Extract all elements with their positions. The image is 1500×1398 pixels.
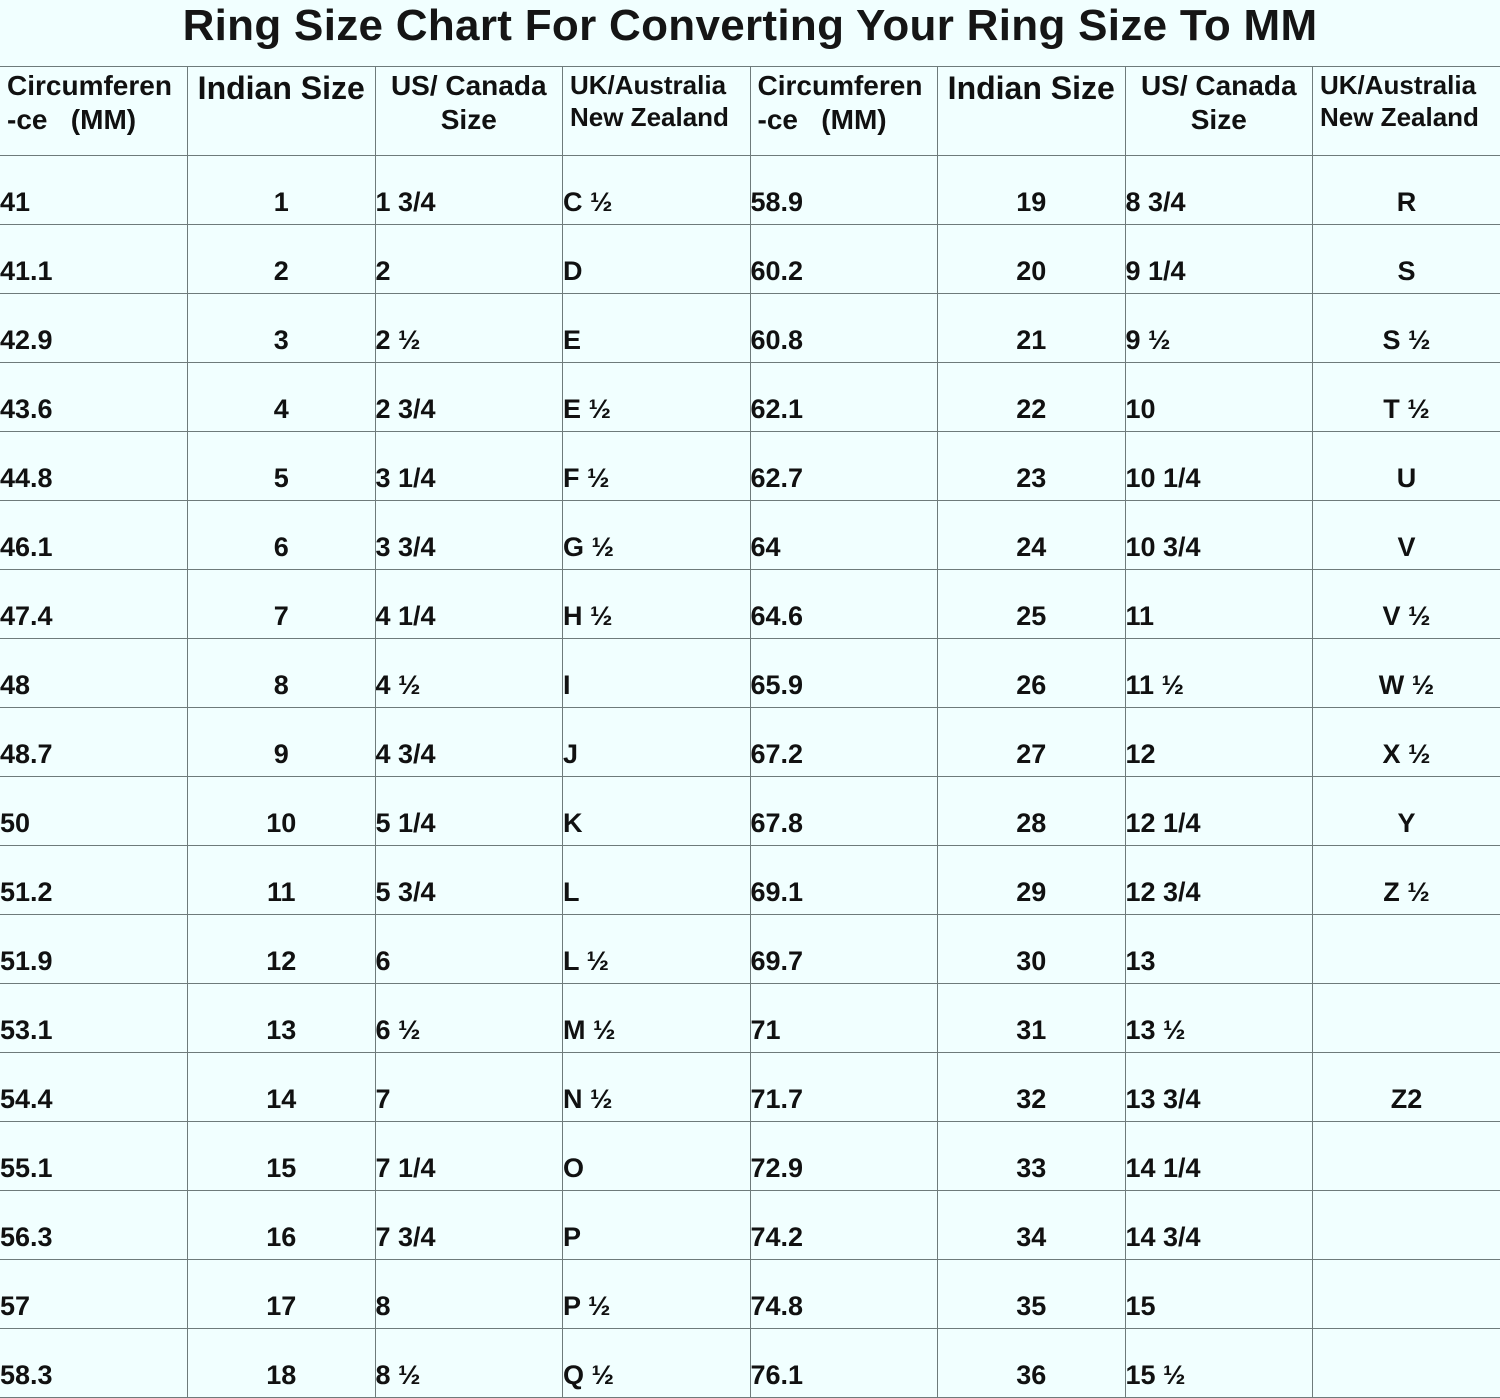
header-uk-australia-nz-2: UK/Australia New Zealand xyxy=(1313,67,1500,156)
cell-indian-size-2: 23 xyxy=(938,432,1126,501)
cell-us-canada-size: 7 1/4 xyxy=(375,1122,563,1191)
cell-uk-australia-nz: N ½ xyxy=(563,1053,751,1122)
cell-us-canada-size-2: 9 1/4 xyxy=(1125,225,1313,294)
cell-us-canada-size: 2 xyxy=(375,225,563,294)
cell-us-canada-size-2: 8 3/4 xyxy=(1125,156,1313,225)
cell-circumference-mm: 51.9 xyxy=(0,915,188,984)
cell-uk-australia-nz: O xyxy=(563,1122,751,1191)
table-row xyxy=(0,639,1500,708)
cell-us-canada-size: 7 3/4 xyxy=(375,1191,563,1260)
cell-circumference-mm: 55.1 xyxy=(0,1122,188,1191)
cell-circumference-mm: 46.1 xyxy=(0,501,188,570)
header-circumference-2: Circumferen -ce (MM) xyxy=(750,67,938,156)
cell-indian-size-2: 20 xyxy=(938,225,1126,294)
cell-uk-australia-nz: G ½ xyxy=(563,501,751,570)
cell-us-canada-size: 6 ½ xyxy=(375,984,563,1053)
cell-uk-australia-nz-2 xyxy=(1313,915,1500,984)
cell-uk-australia-nz: E ½ xyxy=(563,363,751,432)
cell-circumference-mm-2: 67.2 xyxy=(750,708,938,777)
cell-uk-australia-nz: L ½ xyxy=(563,915,751,984)
cell-uk-australia-nz: P xyxy=(563,1191,751,1260)
header-indian-size: Indian Size xyxy=(188,67,376,156)
cell-indian-size-2: 33 xyxy=(938,1122,1126,1191)
cell-us-canada-size: 2 3/4 xyxy=(375,363,563,432)
cell-circumference-mm-2: 74.8 xyxy=(750,1260,938,1329)
cell-us-canada-size: 7 xyxy=(375,1053,563,1122)
cell-indian-size: 18 xyxy=(188,1329,376,1398)
cell-indian-size: 6 xyxy=(188,501,376,570)
cell-uk-australia-nz-2: W ½ xyxy=(1313,639,1500,708)
cell-uk-australia-nz-2 xyxy=(1313,1329,1500,1398)
cell-us-canada-size: 1 3/4 xyxy=(375,156,563,225)
cell-indian-size-2: 34 xyxy=(938,1191,1126,1260)
cell-us-canada-size: 5 1/4 xyxy=(375,777,563,846)
cell-circumference-mm-2: 62.7 xyxy=(750,432,938,501)
table-row xyxy=(0,1053,1500,1122)
table-body xyxy=(0,156,1500,1398)
table-row xyxy=(0,984,1500,1053)
page-title: Ring Size Chart For Converting Your Ring Size To MM xyxy=(0,0,1500,66)
cell-indian-size: 1 xyxy=(188,156,376,225)
cell-us-canada-size: 6 xyxy=(375,915,563,984)
cell-us-canada-size-2: 12 3/4 xyxy=(1125,846,1313,915)
cell-uk-australia-nz: K xyxy=(563,777,751,846)
cell-uk-australia-nz-2: Z2 xyxy=(1313,1053,1500,1122)
table-row xyxy=(0,708,1500,777)
cell-circumference-mm: 48 xyxy=(0,639,188,708)
cell-circumference-mm: 57 xyxy=(0,1260,188,1329)
cell-indian-size: 15 xyxy=(188,1122,376,1191)
cell-circumference-mm-2: 72.9 xyxy=(750,1122,938,1191)
cell-uk-australia-nz: P ½ xyxy=(563,1260,751,1329)
cell-uk-australia-nz-2: Z ½ xyxy=(1313,846,1500,915)
cell-circumference-mm-2: 69.7 xyxy=(750,915,938,984)
cell-circumference-mm: 53.1 xyxy=(0,984,188,1053)
cell-circumference-mm: 58.3 xyxy=(0,1329,188,1398)
cell-indian-size-2: 31 xyxy=(938,984,1126,1053)
cell-uk-australia-nz: C ½ xyxy=(563,156,751,225)
cell-uk-australia-nz-2 xyxy=(1313,984,1500,1053)
table-row xyxy=(0,1260,1500,1329)
cell-circumference-mm: 42.9 xyxy=(0,294,188,363)
cell-indian-size: 11 xyxy=(188,846,376,915)
cell-us-canada-size: 3 3/4 xyxy=(375,501,563,570)
cell-indian-size: 2 xyxy=(188,225,376,294)
table-row xyxy=(0,1191,1500,1260)
cell-indian-size-2: 19 xyxy=(938,156,1126,225)
cell-circumference-mm: 41 xyxy=(0,156,188,225)
cell-circumference-mm-2: 58.9 xyxy=(750,156,938,225)
cell-indian-size-2: 30 xyxy=(938,915,1126,984)
cell-circumference-mm-2: 71 xyxy=(750,984,938,1053)
cell-indian-size: 9 xyxy=(188,708,376,777)
cell-us-canada-size-2: 13 3/4 xyxy=(1125,1053,1313,1122)
cell-us-canada-size-2: 13 xyxy=(1125,915,1313,984)
cell-circumference-mm: 47.4 xyxy=(0,570,188,639)
cell-us-canada-size-2: 15 ½ xyxy=(1125,1329,1313,1398)
cell-circumference-mm: 48.7 xyxy=(0,708,188,777)
cell-indian-size-2: 25 xyxy=(938,570,1126,639)
cell-circumference-mm: 44.8 xyxy=(0,432,188,501)
cell-us-canada-size-2: 10 1/4 xyxy=(1125,432,1313,501)
cell-circumference-mm-2: 65.9 xyxy=(750,639,938,708)
cell-circumference-mm-2: 64 xyxy=(750,501,938,570)
cell-uk-australia-nz: E xyxy=(563,294,751,363)
header-indian-size-2: Indian Size xyxy=(938,67,1126,156)
cell-circumference-mm: 51.2 xyxy=(0,846,188,915)
cell-indian-size: 13 xyxy=(188,984,376,1053)
cell-indian-size-2: 26 xyxy=(938,639,1126,708)
cell-indian-size-2: 24 xyxy=(938,501,1126,570)
cell-us-canada-size: 4 ½ xyxy=(375,639,563,708)
cell-uk-australia-nz: I xyxy=(563,639,751,708)
table-row xyxy=(0,1122,1500,1191)
header-us-canada-size: US/ Canada Size xyxy=(375,67,563,156)
cell-us-canada-size-2: 14 1/4 xyxy=(1125,1122,1313,1191)
table-row xyxy=(0,777,1500,846)
cell-circumference-mm-2: 76.1 xyxy=(750,1329,938,1398)
table-row xyxy=(0,501,1500,570)
cell-indian-size-2: 32 xyxy=(938,1053,1126,1122)
cell-indian-size: 7 xyxy=(188,570,376,639)
cell-circumference-mm-2: 60.2 xyxy=(750,225,938,294)
table-row xyxy=(0,225,1500,294)
cell-indian-size: 16 xyxy=(188,1191,376,1260)
table-row xyxy=(0,294,1500,363)
cell-uk-australia-nz-2: T ½ xyxy=(1313,363,1500,432)
cell-indian-size: 3 xyxy=(188,294,376,363)
cell-indian-size: 8 xyxy=(188,639,376,708)
cell-us-canada-size-2: 11 xyxy=(1125,570,1313,639)
cell-us-canada-size-2: 10 xyxy=(1125,363,1313,432)
ring-size-table xyxy=(0,66,1500,1398)
cell-indian-size: 10 xyxy=(188,777,376,846)
table-row xyxy=(0,363,1500,432)
cell-indian-size-2: 36 xyxy=(938,1329,1126,1398)
cell-uk-australia-nz-2 xyxy=(1313,1260,1500,1329)
table-row xyxy=(0,156,1500,225)
cell-uk-australia-nz: D xyxy=(563,225,751,294)
cell-uk-australia-nz-2: V ½ xyxy=(1313,570,1500,639)
table-row xyxy=(0,846,1500,915)
cell-uk-australia-nz-2 xyxy=(1313,1191,1500,1260)
cell-uk-australia-nz: F ½ xyxy=(563,432,751,501)
cell-circumference-mm: 54.4 xyxy=(0,1053,188,1122)
cell-uk-australia-nz-2: V xyxy=(1313,501,1500,570)
table-row xyxy=(0,432,1500,501)
cell-uk-australia-nz-2: X ½ xyxy=(1313,708,1500,777)
cell-uk-australia-nz: M ½ xyxy=(563,984,751,1053)
cell-circumference-mm-2: 74.2 xyxy=(750,1191,938,1260)
cell-indian-size: 17 xyxy=(188,1260,376,1329)
cell-us-canada-size: 4 1/4 xyxy=(375,570,563,639)
cell-uk-australia-nz: H ½ xyxy=(563,570,751,639)
cell-circumference-mm: 43.6 xyxy=(0,363,188,432)
cell-us-canada-size: 5 3/4 xyxy=(375,846,563,915)
cell-indian-size: 12 xyxy=(188,915,376,984)
cell-uk-australia-nz-2: R xyxy=(1313,156,1500,225)
cell-circumference-mm: 50 xyxy=(0,777,188,846)
cell-us-canada-size: 3 1/4 xyxy=(375,432,563,501)
cell-indian-size-2: 27 xyxy=(938,708,1126,777)
cell-us-canada-size-2: 9 ½ xyxy=(1125,294,1313,363)
cell-circumference-mm: 56.3 xyxy=(0,1191,188,1260)
cell-us-canada-size: 2 ½ xyxy=(375,294,563,363)
cell-indian-size-2: 22 xyxy=(938,363,1126,432)
cell-uk-australia-nz: Q ½ xyxy=(563,1329,751,1398)
cell-indian-size-2: 28 xyxy=(938,777,1126,846)
cell-us-canada-size-2: 15 xyxy=(1125,1260,1313,1329)
cell-indian-size: 5 xyxy=(188,432,376,501)
cell-us-canada-size-2: 12 xyxy=(1125,708,1313,777)
cell-uk-australia-nz-2: U xyxy=(1313,432,1500,501)
cell-us-canada-size-2: 12 1/4 xyxy=(1125,777,1313,846)
cell-circumference-mm: 41.1 xyxy=(0,225,188,294)
cell-circumference-mm-2: 64.6 xyxy=(750,570,938,639)
cell-uk-australia-nz: L xyxy=(563,846,751,915)
header-row xyxy=(0,67,1500,156)
cell-indian-size-2: 29 xyxy=(938,846,1126,915)
cell-us-canada-size-2: 13 ½ xyxy=(1125,984,1313,1053)
cell-us-canada-size-2: 11 ½ xyxy=(1125,639,1313,708)
cell-indian-size: 14 xyxy=(188,1053,376,1122)
cell-us-canada-size: 8 ½ xyxy=(375,1329,563,1398)
header-us-canada-size-2: US/ Canada Size xyxy=(1125,67,1313,156)
cell-uk-australia-nz-2: S ½ xyxy=(1313,294,1500,363)
cell-us-canada-size-2: 14 3/4 xyxy=(1125,1191,1313,1260)
cell-circumference-mm-2: 69.1 xyxy=(750,846,938,915)
header-uk-australia-nz: UK/Australia New Zealand xyxy=(563,67,751,156)
cell-circumference-mm-2: 67.8 xyxy=(750,777,938,846)
cell-circumference-mm-2: 60.8 xyxy=(750,294,938,363)
table-row xyxy=(0,570,1500,639)
cell-us-canada-size-2: 10 3/4 xyxy=(1125,501,1313,570)
table-row xyxy=(0,915,1500,984)
cell-indian-size-2: 35 xyxy=(938,1260,1126,1329)
header-circumference: Circumferen -ce (MM) xyxy=(0,67,188,156)
cell-indian-size-2: 21 xyxy=(938,294,1126,363)
cell-uk-australia-nz-2: S xyxy=(1313,225,1500,294)
cell-uk-australia-nz: J xyxy=(563,708,751,777)
cell-us-canada-size: 8 xyxy=(375,1260,563,1329)
cell-uk-australia-nz-2 xyxy=(1313,1122,1500,1191)
cell-circumference-mm-2: 71.7 xyxy=(750,1053,938,1122)
table-row xyxy=(0,1329,1500,1398)
cell-circumference-mm-2: 62.1 xyxy=(750,363,938,432)
cell-indian-size: 4 xyxy=(188,363,376,432)
cell-us-canada-size: 4 3/4 xyxy=(375,708,563,777)
cell-uk-australia-nz-2: Y xyxy=(1313,777,1500,846)
